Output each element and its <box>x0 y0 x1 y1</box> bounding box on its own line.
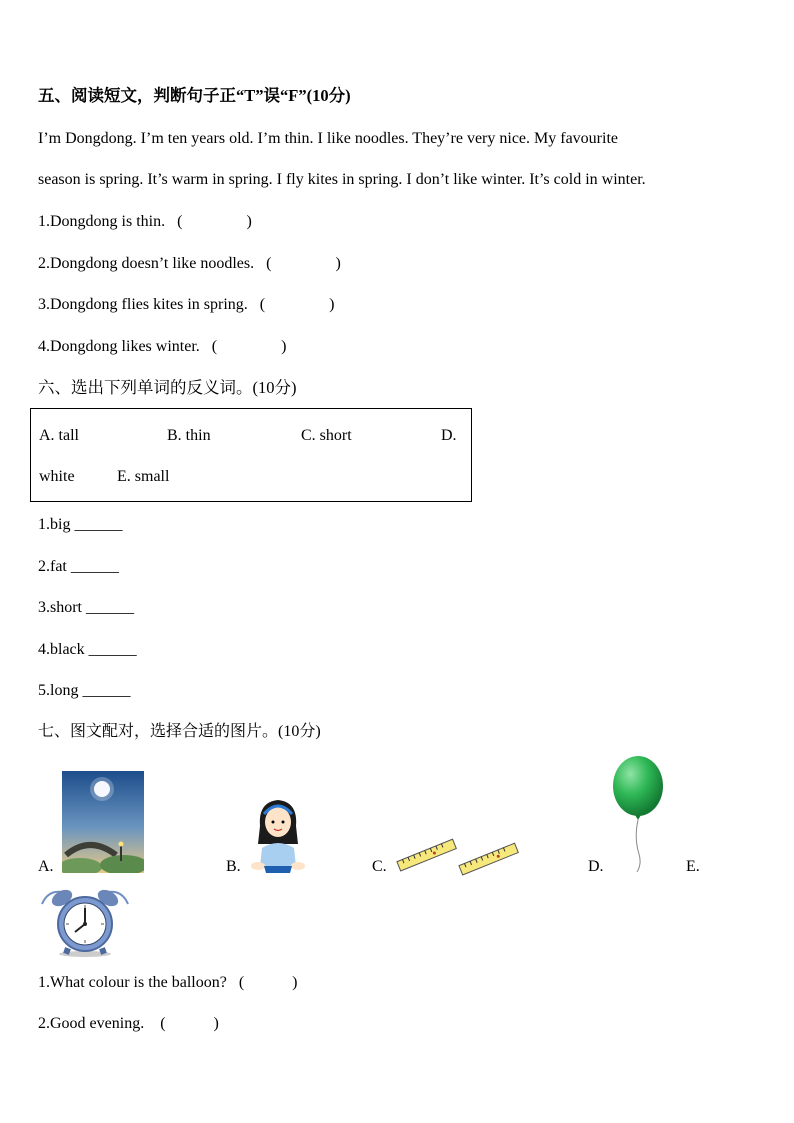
question-row <box>38 337 286 357</box>
question-text: 2.Dongdong doesn’t like noodles. <box>38 255 255 272</box>
question-row <box>38 1014 219 1034</box>
option-d-word: white <box>39 468 75 485</box>
pic-label-d: D. <box>588 858 604 875</box>
green-balloon-icon <box>610 754 666 874</box>
answer-blank[interactable]: ( ) <box>160 1015 219 1032</box>
option-d: D. <box>441 427 457 444</box>
option-a: A. tall <box>39 427 79 444</box>
answer-blank[interactable]: ( ) <box>177 213 252 230</box>
pic-label-b: B. <box>226 858 241 875</box>
antonym-item[interactable]: 4.black ______ <box>38 641 137 658</box>
answer-blank[interactable]: ( ) <box>238 974 298 991</box>
question-row <box>38 254 341 274</box>
section7-title: 七、图文配对，选择合适的图片。(10分) <box>38 723 321 740</box>
question-row <box>38 212 252 232</box>
passage-line-2: season is spring. It’s warm in spring. I fly kites in spring. I don’t like winter. It’s cold in winter. <box>38 171 646 188</box>
section5-title: 五、阅读短文，判断句子正“T”误“F”(10分) <box>38 86 351 105</box>
question-text: 1.What colour is the balloon? <box>38 974 227 991</box>
section6-title: 六、选出下列单词的反义词。(10分) <box>38 378 297 397</box>
antonym-item[interactable]: 3.short ______ <box>38 599 134 616</box>
question-text: 3.Dongdong flies kites in spring. <box>38 296 248 313</box>
option-e: E. small <box>117 468 170 485</box>
girl-icon <box>250 796 306 874</box>
antonym-item[interactable]: 1.big ______ <box>38 516 123 533</box>
antonym-item[interactable]: 2.fat ______ <box>38 558 119 575</box>
question-text: 2.Good evening. <box>38 1015 145 1032</box>
answer-blank[interactable]: ( ) <box>259 296 335 313</box>
moon-night-icon <box>62 771 144 873</box>
word-options-box <box>30 408 472 502</box>
option-c: C. short <box>301 427 352 444</box>
pic-label-c: C. <box>372 858 387 875</box>
rulers-icon <box>395 836 521 876</box>
passage-line-1: I’m Dongdong. I’m ten years old. I’m thin. I like noodles. They’re very nice. My favourite <box>38 130 618 147</box>
antonym-item[interactable]: 5.long ______ <box>38 682 131 699</box>
answer-blank[interactable]: ( ) <box>211 338 287 355</box>
option-b: B. thin <box>167 427 211 444</box>
question-text: 1.Dongdong is thin. <box>38 213 166 230</box>
question-row <box>38 973 298 993</box>
alarm-clock-icon <box>38 886 132 958</box>
answer-blank[interactable]: ( ) <box>266 255 341 272</box>
pic-label-a: A. <box>38 858 54 875</box>
question-row <box>38 295 334 315</box>
question-text: 4.Dongdong likes winter. <box>38 338 200 355</box>
pic-label-e: E. <box>686 858 700 875</box>
